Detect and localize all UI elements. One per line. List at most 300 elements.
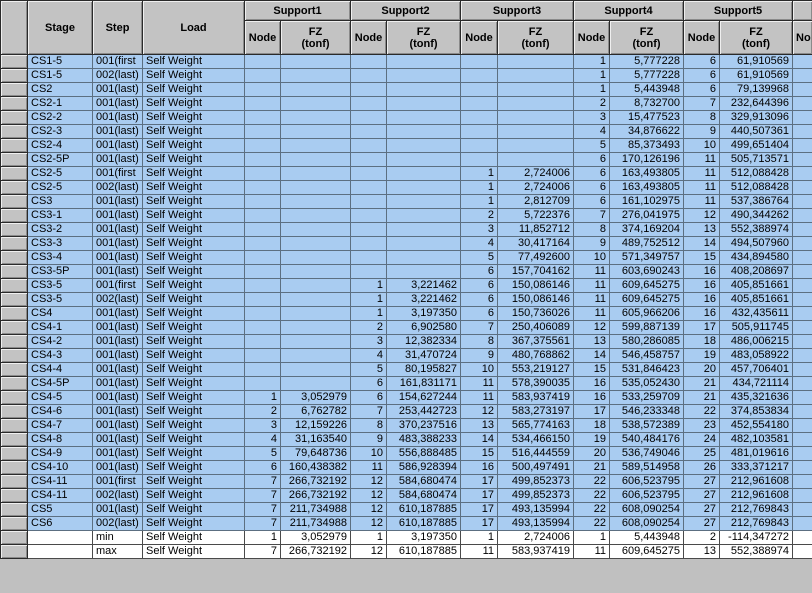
node-cell[interactable]: 11 [574, 545, 610, 559]
node-cell[interactable]: 15 [461, 447, 498, 461]
stage-cell[interactable]: CS3-5P [28, 265, 93, 279]
node-cell[interactable] [245, 265, 281, 279]
fz-cell[interactable] [281, 251, 351, 265]
node-cell[interactable]: 13 [684, 545, 720, 559]
node-cell[interactable]: 4 [245, 433, 281, 447]
fz-cell[interactable]: 163,493805 [610, 181, 684, 195]
node-cell[interactable] [351, 181, 387, 195]
node-cell[interactable]: 9 [574, 237, 610, 251]
fz-cell[interactable]: 250,406089 [498, 321, 574, 335]
step-cell[interactable]: 001(last) [93, 237, 143, 251]
step-cell[interactable]: 001(last) [93, 139, 143, 153]
fz-cell[interactable]: 3,221462 [387, 293, 461, 307]
node-cell[interactable]: 5 [461, 251, 498, 265]
node-cell[interactable] [245, 181, 281, 195]
node-cell[interactable]: 17 [461, 517, 498, 531]
node-cell[interactable] [245, 167, 281, 181]
fz-cell[interactable]: 580,286085 [610, 335, 684, 349]
fz-cell[interactable] [281, 55, 351, 69]
node-cell[interactable]: 9 [351, 433, 387, 447]
fz-cell[interactable]: 584,680474 [387, 489, 461, 503]
load-cell[interactable]: Self Weight [143, 181, 245, 195]
row-selector[interactable] [1, 545, 28, 559]
node-cell[interactable] [245, 153, 281, 167]
node-cell[interactable]: 7 [245, 489, 281, 503]
step-cell[interactable]: 001(last) [93, 503, 143, 517]
node-cell[interactable]: 17 [461, 503, 498, 517]
fz-cell[interactable]: 266,732192 [281, 475, 351, 489]
node-cell[interactable] [245, 97, 281, 111]
node-cell[interactable] [461, 125, 498, 139]
fz-cell[interactable]: 512,088428 [720, 167, 793, 181]
fz-cell[interactable]: 31,163540 [281, 433, 351, 447]
fz-cell[interactable]: 440,507361 [720, 125, 793, 139]
fz-cell[interactable]: 79,648736 [281, 447, 351, 461]
node-cell[interactable]: 11 [351, 461, 387, 475]
fz-cell[interactable]: 5,777228 [610, 69, 684, 83]
node-column-header[interactable] [245, 21, 281, 55]
fz-cell[interactable]: 499,651404 [720, 139, 793, 153]
fz-cell[interactable]: 483,058922 [720, 349, 793, 363]
fz-cell[interactable]: 150,736026 [498, 307, 574, 321]
load-cell[interactable]: Self Weight [143, 223, 245, 237]
fz-cell[interactable]: 2,724006 [498, 181, 574, 195]
load-cell[interactable]: Self Weight [143, 139, 245, 153]
fz-cell[interactable]: 405,851661 [720, 293, 793, 307]
node-cell[interactable]: 16 [684, 293, 720, 307]
stage-cell[interactable]: CS2-5 [28, 167, 93, 181]
stage-cell[interactable]: CS3-4 [28, 251, 93, 265]
load-cell[interactable]: Self Weight [143, 111, 245, 125]
support-group-header-1[interactable]: Support1 [245, 1, 351, 21]
load-cell[interactable]: Self Weight [143, 83, 245, 97]
stage-cell[interactable]: CS4-3 [28, 349, 93, 363]
stage-cell[interactable]: CS1-5 [28, 55, 93, 69]
fz-cell[interactable]: 537,386764 [720, 195, 793, 209]
node-cell[interactable] [351, 237, 387, 251]
support-group-header-2[interactable]: Support2 [351, 1, 461, 21]
node-cell[interactable]: 6 [684, 69, 720, 83]
node-cell[interactable] [351, 167, 387, 181]
node-cell[interactable]: 12 [461, 405, 498, 419]
fz-cell[interactable]: 150,086146 [498, 293, 574, 307]
fz-cell[interactable]: 77,492600 [498, 251, 574, 265]
node-cell[interactable]: 14 [684, 237, 720, 251]
clipped-empty-cell[interactable] [793, 391, 812, 405]
node-cell[interactable]: 1 [574, 55, 610, 69]
fz-cell[interactable]: 553,219127 [498, 363, 574, 377]
node-cell[interactable]: 7 [245, 503, 281, 517]
clipped-empty-cell[interactable] [793, 517, 812, 531]
clipped-empty-cell[interactable] [793, 125, 812, 139]
node-cell[interactable]: 16 [684, 307, 720, 321]
step-cell[interactable]: 001(first [93, 475, 143, 489]
fz-cell[interactable]: 163,493805 [610, 167, 684, 181]
node-cell[interactable]: 6 [684, 55, 720, 69]
stage-cell[interactable]: CS3-2 [28, 223, 93, 237]
fz-cell[interactable]: 499,852373 [498, 475, 574, 489]
fz-cell[interactable]: 457,706401 [720, 363, 793, 377]
fz-cell[interactable] [387, 153, 461, 167]
stage-cell[interactable] [28, 545, 93, 559]
node-cell[interactable]: 17 [461, 489, 498, 503]
node-cell[interactable] [461, 111, 498, 125]
node-cell[interactable]: 8 [461, 335, 498, 349]
fz-cell[interactable] [387, 69, 461, 83]
stage-cell[interactable]: CS4-11 [28, 489, 93, 503]
fz-cell[interactable]: 5,443948 [610, 531, 684, 545]
node-column-header[interactable] [684, 21, 720, 55]
node-cell[interactable]: 14 [461, 433, 498, 447]
node-cell[interactable] [245, 83, 281, 97]
fz-cell[interactable]: 609,645275 [610, 545, 684, 559]
row-selector[interactable] [1, 153, 28, 167]
fz-cell[interactable]: 494,507960 [720, 237, 793, 251]
row-selector[interactable] [1, 97, 28, 111]
fz-cell[interactable]: 3,197350 [387, 531, 461, 545]
node-cell[interactable] [245, 55, 281, 69]
fz-cell[interactable] [281, 377, 351, 391]
step-cell[interactable]: 001(last) [93, 125, 143, 139]
node-cell[interactable]: 1 [351, 293, 387, 307]
node-cell[interactable] [461, 55, 498, 69]
step-cell[interactable]: min [93, 531, 143, 545]
fz-cell[interactable]: 480,768862 [498, 349, 574, 363]
fz-cell[interactable] [498, 97, 574, 111]
node-cell[interactable] [351, 83, 387, 97]
clipped-empty-cell[interactable] [793, 83, 812, 97]
node-cell[interactable]: 11 [684, 195, 720, 209]
stage-cell[interactable]: CS2 [28, 83, 93, 97]
corner-select-all-cell[interactable] [1, 1, 28, 55]
row-selector[interactable] [1, 293, 28, 307]
load-cell[interactable]: Self Weight [143, 237, 245, 251]
stage-column-header[interactable]: Stage [28, 1, 93, 55]
clipped-empty-cell[interactable] [793, 209, 812, 223]
load-cell[interactable]: Self Weight [143, 405, 245, 419]
fz-cell[interactable]: 12,382334 [387, 335, 461, 349]
node-cell[interactable]: 6 [574, 153, 610, 167]
node-cell[interactable]: 20 [684, 363, 720, 377]
fz-cell[interactable] [281, 97, 351, 111]
step-cell[interactable]: 001(last) [93, 447, 143, 461]
step-cell[interactable]: max [93, 545, 143, 559]
fz-cell[interactable]: 161,102975 [610, 195, 684, 209]
row-selector[interactable] [1, 475, 28, 489]
node-cell[interactable]: 12 [351, 489, 387, 503]
row-selector[interactable] [1, 279, 28, 293]
node-cell[interactable]: 5 [245, 447, 281, 461]
node-cell[interactable]: 10 [684, 139, 720, 153]
clipped-empty-cell[interactable] [793, 363, 812, 377]
load-cell[interactable]: Self Weight [143, 125, 245, 139]
fz-cell[interactable]: 516,444559 [498, 447, 574, 461]
stage-cell[interactable]: CS3-5 [28, 293, 93, 307]
node-cell[interactable]: 15 [574, 363, 610, 377]
node-cell[interactable]: 11 [684, 181, 720, 195]
step-cell[interactable]: 002(last) [93, 517, 143, 531]
node-cell[interactable]: 18 [684, 335, 720, 349]
fz-cell[interactable]: 3,052979 [281, 391, 351, 405]
step-cell[interactable]: 001(last) [93, 153, 143, 167]
node-cell[interactable]: 16 [684, 279, 720, 293]
fz-cell[interactable]: 160,438382 [281, 461, 351, 475]
fz-cell[interactable]: 12,159226 [281, 419, 351, 433]
stage-cell[interactable]: CS5 [28, 503, 93, 517]
fz-cell[interactable] [498, 153, 574, 167]
node-cell[interactable]: 1 [351, 279, 387, 293]
fz-cell[interactable] [387, 97, 461, 111]
node-cell[interactable]: 17 [461, 475, 498, 489]
node-cell[interactable]: 10 [574, 251, 610, 265]
node-cell[interactable]: 1 [351, 307, 387, 321]
node-cell[interactable]: 23 [684, 419, 720, 433]
clipped-empty-cell[interactable] [793, 433, 812, 447]
fz-cell[interactable]: 605,966206 [610, 307, 684, 321]
clipped-empty-cell[interactable] [793, 167, 812, 181]
node-cell[interactable]: 3 [461, 223, 498, 237]
node-cell[interactable]: 7 [245, 545, 281, 559]
node-cell[interactable] [351, 139, 387, 153]
fz-cell[interactable]: 535,052430 [610, 377, 684, 391]
node-cell[interactable]: 12 [351, 503, 387, 517]
load-cell[interactable]: Self Weight [143, 265, 245, 279]
fz-cell[interactable] [281, 307, 351, 321]
fz-cell[interactable]: 610,187885 [387, 517, 461, 531]
stage-cell[interactable]: CS4-5P [28, 377, 93, 391]
node-cell[interactable] [245, 307, 281, 321]
step-cell[interactable]: 001(first [93, 167, 143, 181]
node-cell[interactable]: 6 [684, 83, 720, 97]
fz-cell[interactable]: 11,852712 [498, 223, 574, 237]
load-cell[interactable]: Self Weight [143, 153, 245, 167]
node-cell[interactable]: 4 [574, 125, 610, 139]
fz-cell[interactable]: 571,349757 [610, 251, 684, 265]
fz-cell[interactable]: 212,961608 [720, 489, 793, 503]
row-selector[interactable] [1, 83, 28, 97]
row-selector[interactable] [1, 461, 28, 475]
load-cell[interactable]: Self Weight [143, 279, 245, 293]
fz-column-header[interactable] [720, 21, 793, 55]
clipped-empty-cell[interactable] [793, 461, 812, 475]
node-cell[interactable]: 2 [351, 321, 387, 335]
fz-cell[interactable] [498, 69, 574, 83]
fz-cell[interactable]: 3,221462 [387, 279, 461, 293]
node-cell[interactable]: 6 [461, 265, 498, 279]
step-cell[interactable]: 002(last) [93, 489, 143, 503]
support-group-header-4[interactable]: Support4 [574, 1, 684, 21]
node-column-header[interactable] [574, 21, 610, 55]
node-cell[interactable]: 22 [684, 405, 720, 419]
node-cell[interactable]: 9 [684, 125, 720, 139]
node-cell[interactable]: 8 [684, 111, 720, 125]
stage-cell[interactable]: CS4-1 [28, 321, 93, 335]
stage-cell[interactable]: CS4 [28, 307, 93, 321]
fz-cell[interactable] [281, 293, 351, 307]
fz-cell[interactable]: 546,233348 [610, 405, 684, 419]
fz-cell[interactable]: 546,458757 [610, 349, 684, 363]
row-selector[interactable] [1, 433, 28, 447]
node-cell[interactable]: 6 [461, 279, 498, 293]
node-cell[interactable] [245, 377, 281, 391]
fz-cell[interactable]: 493,135994 [498, 503, 574, 517]
fz-cell[interactable]: 2,724006 [498, 531, 574, 545]
fz-cell[interactable]: 276,041975 [610, 209, 684, 223]
step-cell[interactable]: 001(first [93, 55, 143, 69]
fz-cell[interactable]: 367,375561 [498, 335, 574, 349]
load-cell[interactable]: Self Weight [143, 293, 245, 307]
fz-cell[interactable]: 540,484176 [610, 433, 684, 447]
node-cell[interactable]: 11 [461, 391, 498, 405]
node-cell[interactable] [245, 209, 281, 223]
node-cell[interactable]: 12 [574, 321, 610, 335]
stage-cell[interactable]: CS4-5 [28, 391, 93, 405]
row-selector[interactable] [1, 167, 28, 181]
load-cell[interactable]: Self Weight [143, 349, 245, 363]
load-cell[interactable]: Self Weight [143, 69, 245, 83]
fz-cell[interactable]: 505,911745 [720, 321, 793, 335]
fz-cell[interactable]: 79,139968 [720, 83, 793, 97]
stage-cell[interactable]: CS4-6 [28, 405, 93, 419]
load-cell[interactable]: Self Weight [143, 447, 245, 461]
node-cell[interactable] [245, 279, 281, 293]
fz-cell[interactable]: 583,273197 [498, 405, 574, 419]
fz-cell[interactable]: 586,928394 [387, 461, 461, 475]
load-cell[interactable]: Self Weight [143, 251, 245, 265]
fz-cell[interactable]: 61,910569 [720, 55, 793, 69]
node-cell[interactable]: 1 [245, 531, 281, 545]
node-cell[interactable]: 21 [684, 391, 720, 405]
node-cell[interactable]: 27 [684, 503, 720, 517]
node-cell[interactable]: 16 [574, 391, 610, 405]
step-cell[interactable]: 001(last) [93, 419, 143, 433]
node-cell[interactable] [351, 265, 387, 279]
fz-cell[interactable]: 212,961608 [720, 475, 793, 489]
fz-cell[interactable]: 435,321636 [720, 391, 793, 405]
fz-cell[interactable]: 481,019616 [720, 447, 793, 461]
fz-cell[interactable]: 589,514958 [610, 461, 684, 475]
fz-cell[interactable]: 610,187885 [387, 503, 461, 517]
fz-column-header[interactable] [610, 21, 684, 55]
fz-cell[interactable] [387, 139, 461, 153]
fz-cell[interactable] [281, 153, 351, 167]
stage-cell[interactable]: CS4-8 [28, 433, 93, 447]
node-cell[interactable]: 7 [574, 209, 610, 223]
node-cell[interactable]: 27 [684, 489, 720, 503]
node-cell[interactable]: 22 [574, 503, 610, 517]
node-cell[interactable]: 6 [245, 461, 281, 475]
fz-cell[interactable]: 583,937419 [498, 545, 574, 559]
fz-cell[interactable] [281, 181, 351, 195]
fz-cell[interactable] [387, 195, 461, 209]
node-cell[interactable]: 15 [684, 251, 720, 265]
fz-cell[interactable] [498, 83, 574, 97]
clipped-empty-cell[interactable] [793, 503, 812, 517]
node-cell[interactable]: 13 [684, 223, 720, 237]
clipped-empty-cell[interactable] [793, 419, 812, 433]
fz-cell[interactable]: 329,913096 [720, 111, 793, 125]
node-cell[interactable]: 11 [574, 279, 610, 293]
node-cell[interactable] [461, 97, 498, 111]
node-cell[interactable]: 10 [461, 363, 498, 377]
fz-cell[interactable] [387, 167, 461, 181]
node-cell[interactable]: 6 [351, 377, 387, 391]
step-cell[interactable]: 001(last) [93, 405, 143, 419]
load-column-header[interactable]: Load [143, 1, 245, 55]
clipped-empty-cell[interactable] [793, 195, 812, 209]
fz-cell[interactable]: 531,846423 [610, 363, 684, 377]
node-cell[interactable] [461, 69, 498, 83]
node-cell[interactable] [461, 153, 498, 167]
fz-cell[interactable]: 6,902580 [387, 321, 461, 335]
node-cell[interactable]: 16 [461, 461, 498, 475]
node-cell[interactable] [245, 237, 281, 251]
load-cell[interactable]: Self Weight [143, 545, 245, 559]
node-cell[interactable]: 22 [574, 517, 610, 531]
load-cell[interactable]: Self Weight [143, 97, 245, 111]
node-cell[interactable]: 2 [684, 531, 720, 545]
fz-cell[interactable]: 608,090254 [610, 517, 684, 531]
node-cell[interactable] [351, 209, 387, 223]
fz-cell[interactable]: 512,088428 [720, 181, 793, 195]
fz-cell[interactable] [498, 111, 574, 125]
stage-cell[interactable]: CS4-9 [28, 447, 93, 461]
clipped-node-column-header[interactable]: No [793, 21, 812, 55]
node-cell[interactable]: 3 [245, 419, 281, 433]
node-cell[interactable] [461, 139, 498, 153]
fz-cell[interactable]: -114,347272 [720, 531, 793, 545]
row-selector[interactable] [1, 447, 28, 461]
row-selector[interactable] [1, 237, 28, 251]
fz-cell[interactable]: 483,388233 [387, 433, 461, 447]
node-cell[interactable] [351, 223, 387, 237]
fz-cell[interactable] [387, 181, 461, 195]
fz-cell[interactable]: 170,126196 [610, 153, 684, 167]
node-cell[interactable] [245, 195, 281, 209]
step-cell[interactable]: 001(last) [93, 209, 143, 223]
load-cell[interactable]: Self Weight [143, 461, 245, 475]
clipped-empty-cell[interactable] [793, 307, 812, 321]
fz-column-header[interactable] [387, 21, 461, 55]
fz-cell[interactable] [281, 363, 351, 377]
node-cell[interactable] [245, 223, 281, 237]
load-cell[interactable]: Self Weight [143, 55, 245, 69]
node-cell[interactable]: 21 [574, 461, 610, 475]
node-cell[interactable]: 7 [684, 97, 720, 111]
node-cell[interactable]: 2 [245, 405, 281, 419]
fz-cell[interactable]: 212,769843 [720, 517, 793, 531]
row-selector[interactable] [1, 405, 28, 419]
fz-cell[interactable]: 212,769843 [720, 503, 793, 517]
load-cell[interactable]: Self Weight [143, 335, 245, 349]
clipped-empty-cell[interactable] [793, 447, 812, 461]
node-cell[interactable]: 21 [684, 377, 720, 391]
fz-column-header[interactable] [281, 21, 351, 55]
node-cell[interactable]: 19 [684, 349, 720, 363]
fz-cell[interactable]: 499,852373 [498, 489, 574, 503]
node-cell[interactable] [245, 111, 281, 125]
load-cell[interactable]: Self Weight [143, 377, 245, 391]
node-cell[interactable]: 1 [351, 531, 387, 545]
fz-cell[interactable]: 266,732192 [281, 489, 351, 503]
step-cell[interactable]: 001(last) [93, 83, 143, 97]
stage-cell[interactable]: CS2-2 [28, 111, 93, 125]
clipped-empty-cell[interactable] [793, 139, 812, 153]
clipped-empty-cell[interactable] [793, 475, 812, 489]
fz-cell[interactable]: 34,876622 [610, 125, 684, 139]
fz-cell[interactable]: 434,721114 [720, 377, 793, 391]
node-cell[interactable]: 7 [351, 405, 387, 419]
